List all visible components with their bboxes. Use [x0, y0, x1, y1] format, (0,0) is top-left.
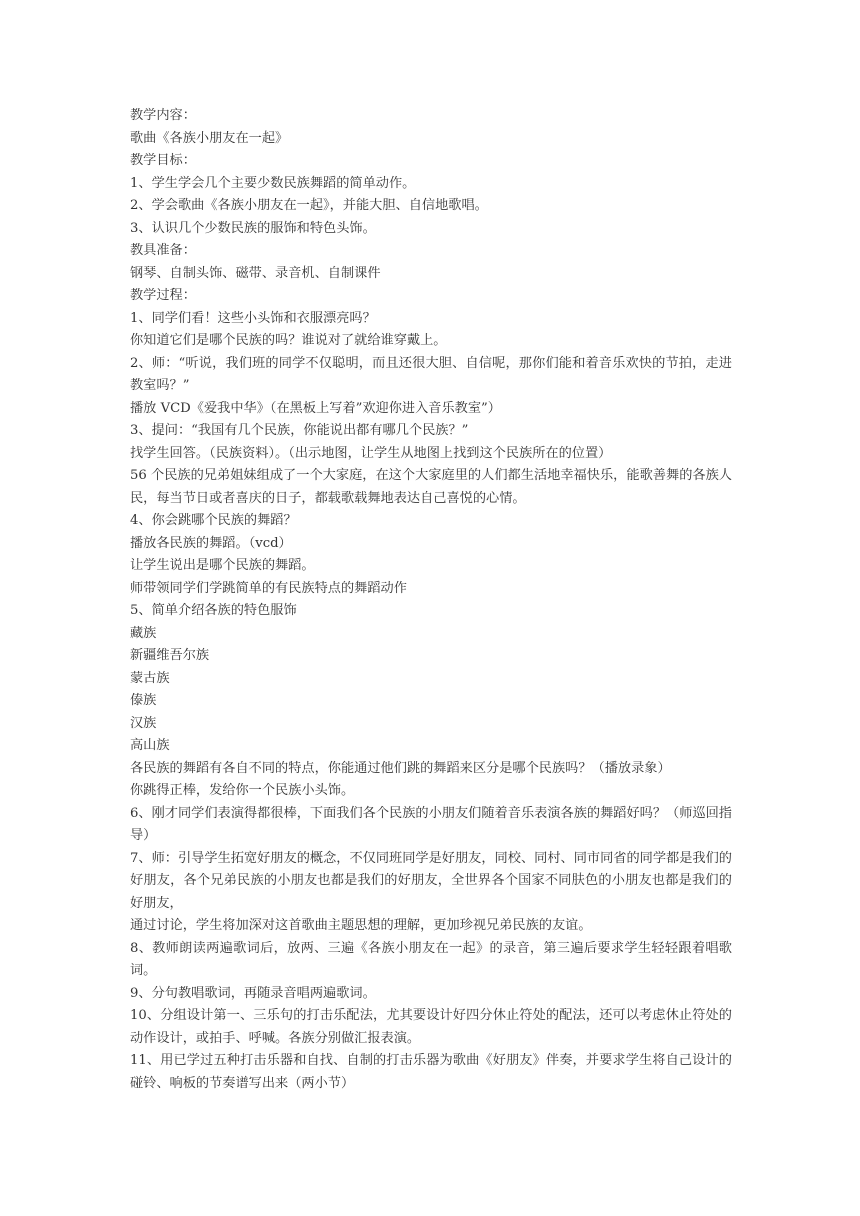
process-text: 播放 VCD《爱我中华》（在黑板上写着”欢迎你进入音乐教室”） [130, 400, 501, 416]
ethnic-group-item: 汉族 [130, 715, 157, 731]
ethnic-group-item: 高山族 [130, 738, 170, 753]
process-text: 师带领同学们学跳简单的有民族特点的舞蹈动作 [130, 580, 407, 596]
process-text: 让学生说出是哪个民族的舞蹈。 [130, 558, 315, 573]
song-title: 歌曲《各族小朋友在一起》 [130, 130, 289, 146]
process-step-5: 5、简单介绍各族的特色服饰 [130, 603, 297, 618]
process-text: 56 个民族的兄弟姐妹组成了一个大家庭，在这个大家庭里的人们都生活地幸福快乐，能歌善舞的各族人民，每当节日或者喜庆的日子，都载歌载舞地表达自己喜悦的心情。 [130, 468, 732, 506]
document-body [130, 105, 732, 1095]
ethnic-group-item: 新疆维吾尔族 [130, 648, 210, 663]
ethnic-group-item: 傣族 [130, 693, 157, 708]
process-step-11: 11、用已学过五种打击乐器和自找、自制的打击乐器为歌曲《好朋友》伴奏，并要求学生将自己设计的碰铃、响板的节奏谱写出来（两小节） [130, 1053, 732, 1091]
process-step-1: 1、同学们看！这些小头饰和衣服漂亮吗？ [130, 310, 376, 326]
process-text: 你跳得正棒，发给你一个民族小头饰。 [130, 783, 355, 798]
process-step-10: 10、分组设计第一、三乐句的打击乐配法，尤其要设计好四分休止符处的配法，还可以考虑休止符处的动作设计，或拍手、呼喊。各族分别做汇报表演。 [130, 1008, 732, 1046]
process-text: 通过讨论，学生将加深对这首歌曲主题思想的理解，更加珍视兄弟民族的友谊。 [130, 918, 592, 933]
process-text: 各民族的舞蹈有各自不同的特点，你能通过他们跳的舞蹈来区分是哪个民族吗？（播放录象） [130, 760, 671, 776]
process-text: 你知道它们是哪个民族的吗？谁说对了就给谁穿戴上。 [130, 333, 447, 348]
heading-teaching-aids: 教具准备： [130, 243, 196, 258]
ethnic-group-item: 藏族 [130, 625, 157, 641]
process-text: 找学生回答。（民族资料）。（出示地图，让学生从地图上找到这个民族所在的位置） [130, 445, 612, 461]
heading-teaching-goals: 教学目标： [130, 153, 196, 168]
teaching-aids-list: 钢琴、自制头饰、磁带、录音机、自制课件 [130, 265, 381, 281]
goal-item-2: 2、学会歌曲《各族小朋友在一起》，并能大胆、自信地歌唱。 [130, 198, 488, 213]
process-step-4: 4、你会跳哪个民族的舞蹈？ [130, 513, 297, 528]
heading-teaching-content: 教学内容： [130, 108, 196, 123]
ethnic-group-item: 蒙古族 [130, 670, 170, 686]
process-step-3: 3、提问：“我国有几个民族，你能说出都有哪几个民族？” [130, 423, 469, 438]
goal-item-1: 1、学生学会几个主要少数民族舞蹈的简单动作。 [130, 175, 416, 191]
process-step-9: 9、分句教唱歌词，再随录音唱两遍歌词。 [130, 985, 376, 1001]
process-step-7: 7、师：引导学生拓宽好朋友的概念，不仅同班同学是好朋友，同校、同村、同市同省的同学都是我们的好朋友，各个兄弟民族的小朋友也都是我们的好朋友，全世界各个国家不同肤色的小朋友也都是我们的好朋友， [130, 850, 732, 911]
process-step-2: 2、师：“听说，我们班的同学不仅聪明，而且还很大胆、自信呢，那你们能和着音乐欢快的节拍，走进教室吗？” [130, 355, 732, 393]
heading-teaching-process: 教学过程： [130, 288, 196, 303]
process-text: 播放各民族的舞蹈。（vcd） [130, 535, 292, 551]
goal-item-3: 3、认识几个少数民族的服饰和特色头饰。 [130, 220, 376, 236]
process-step-8: 8、教师朗读两遍歌词后，放两、三遍《各族小朋友在一起》的录音，第三遍后要求学生轻轻跟着唱歌词。 [130, 940, 732, 978]
process-step-6: 6、刚才同学们表演得都很棒，下面我们各个民族的小朋友们随着音乐表演各族的舞蹈好吗？（师巡回指导） [130, 805, 732, 843]
